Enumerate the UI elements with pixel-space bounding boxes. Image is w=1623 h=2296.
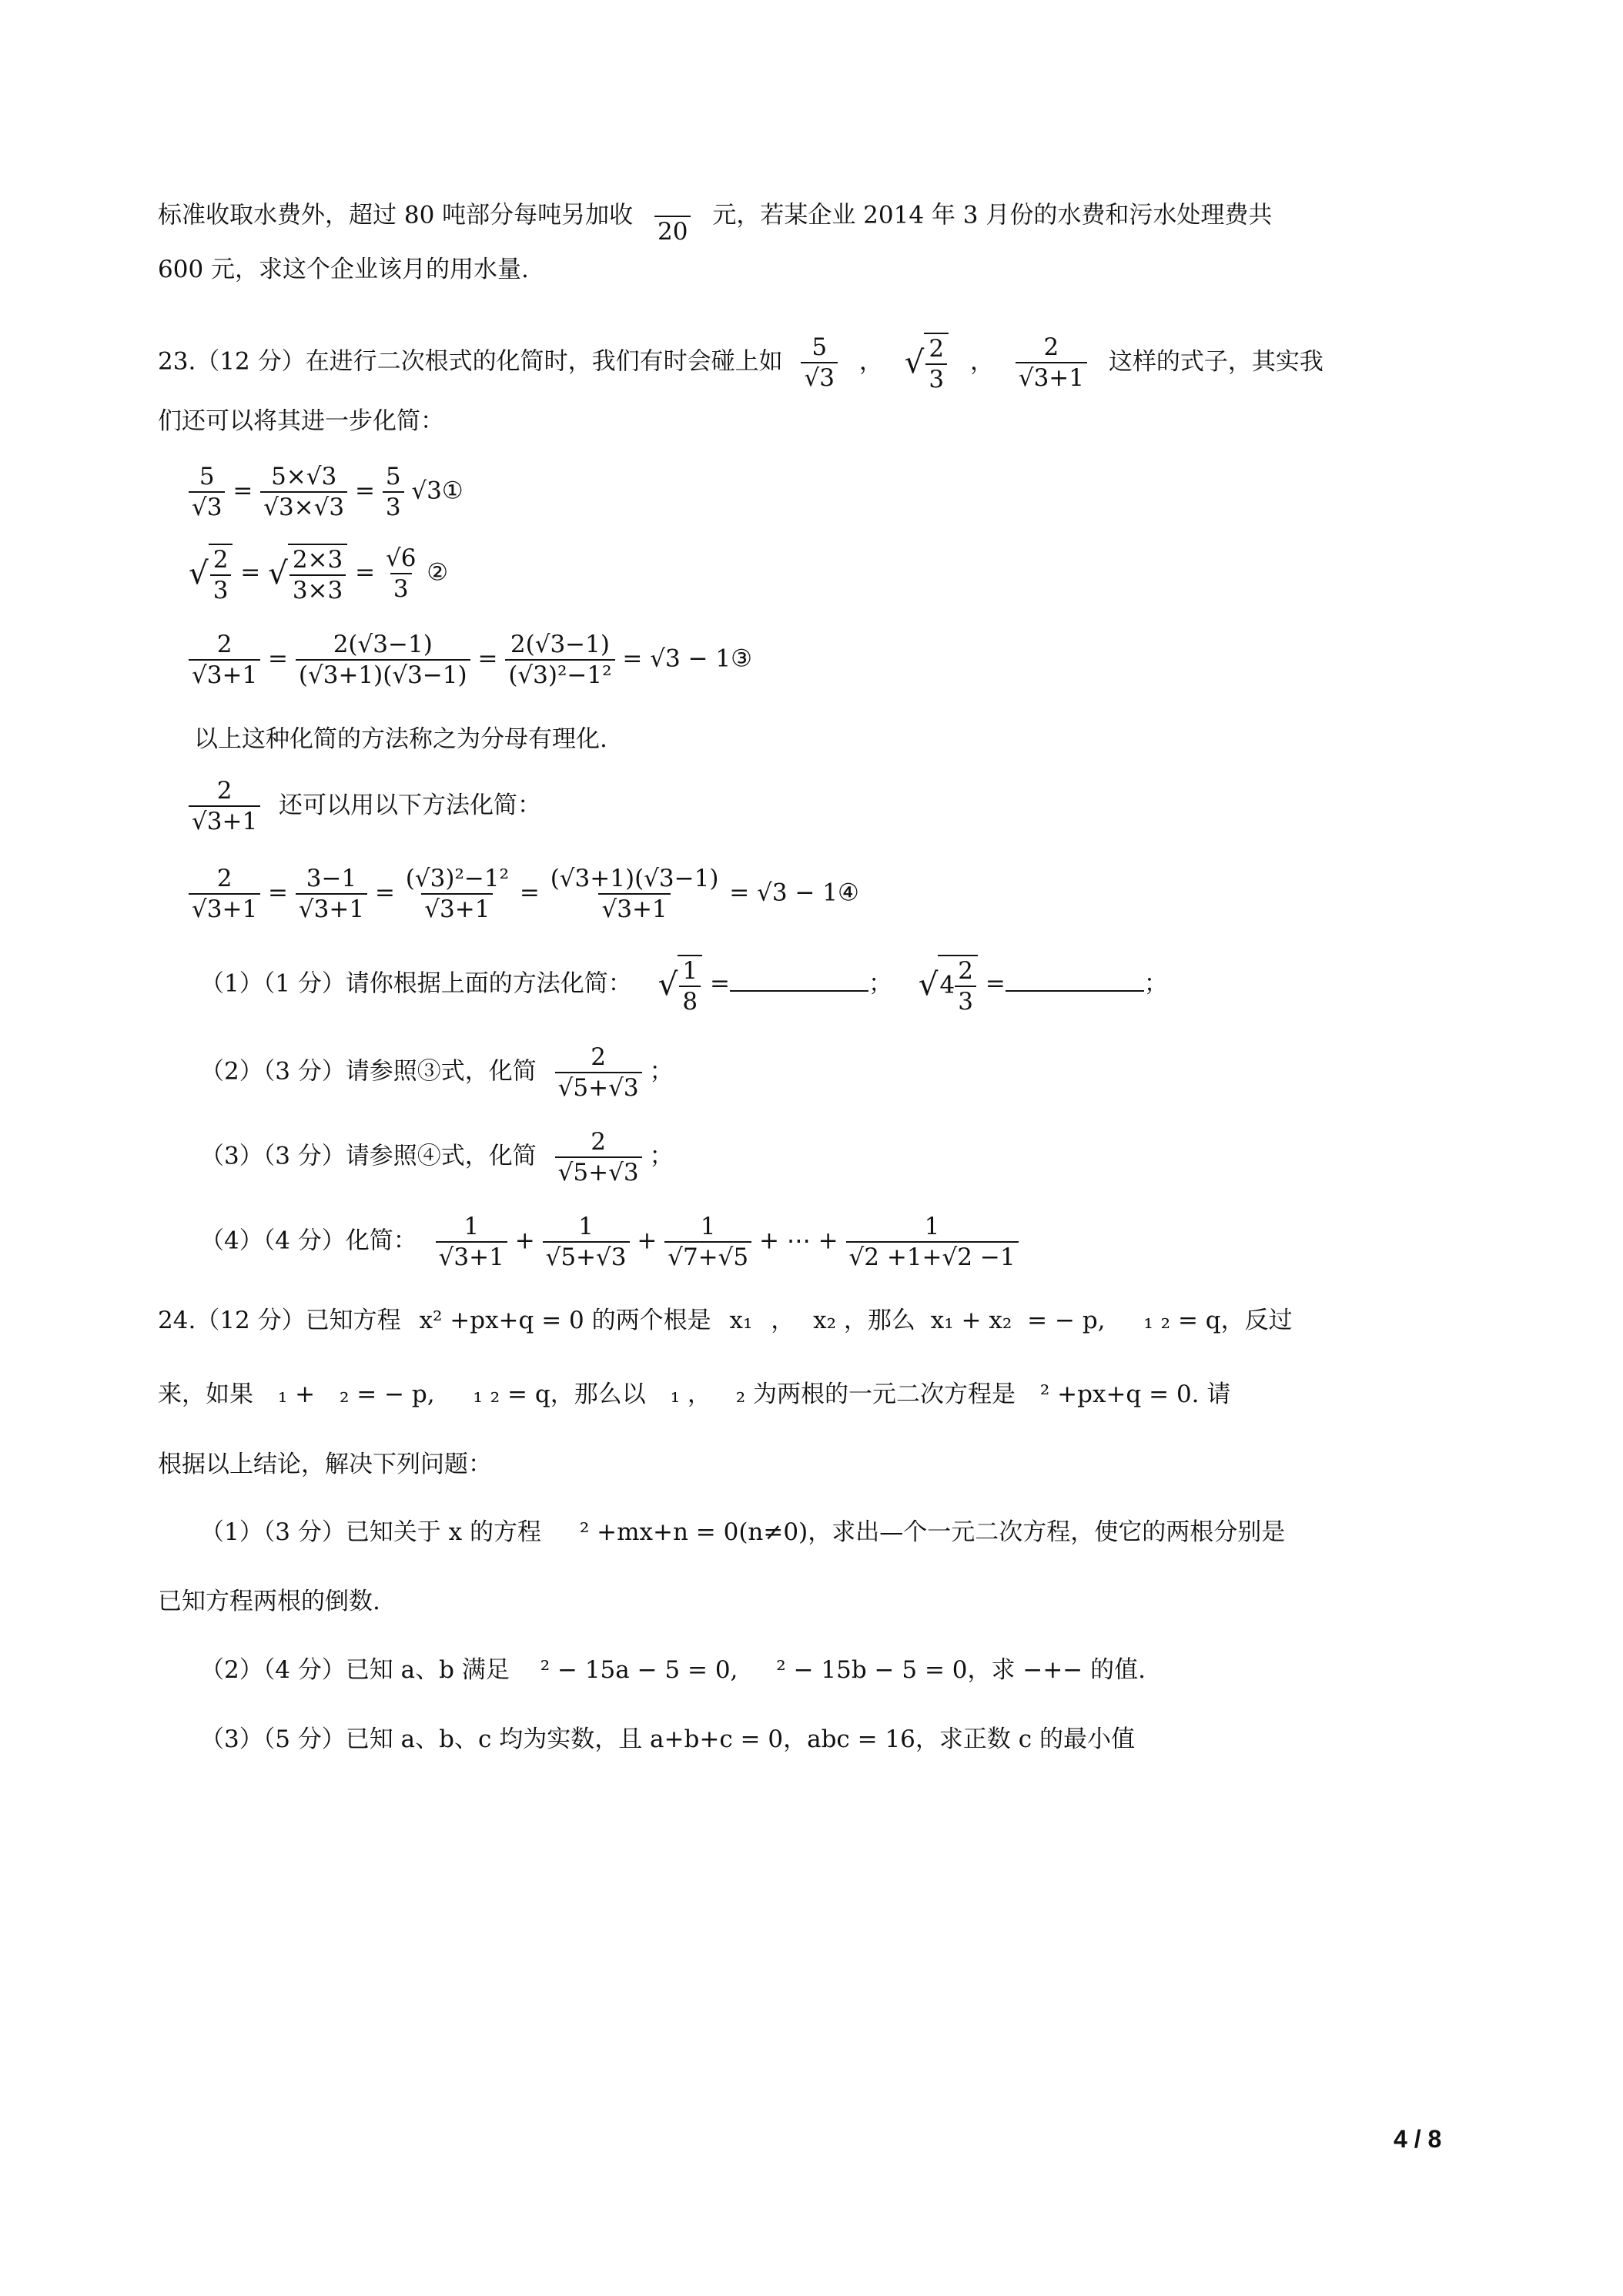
q23-part-3: （3）（3 分）请参照④式，化简 $\frac{2}{√5+√3}$ ； bbox=[200, 1128, 674, 1187]
answer-blank-2[interactable] bbox=[1006, 970, 1144, 992]
q23-part-4: （4）（4 分）化简： $\frac{1}{√3+1}$ + $\frac{1}{√5+√3}$ + $\frac{1}{√7+√5}$ + ⋯ + $\frac{1}{√2 +1+√2 -1}$ bbox=[200, 1213, 1019, 1270]
equation-1: $\frac{5}{√3}$ = $\frac{5\times√3}{√3\times√3}$ = $\frac{5}{3}$ √3① bbox=[189, 464, 463, 520]
q24-line-2: 来，如果 ₁ + ₂ = − p, ₁ ₂ = q，那么以 ₁ ， ₂ 为两根的一元二次方程是 ² +px+q = 0. 请 bbox=[158, 1381, 1231, 1408]
q24-part-3: （3）（5 分）已知 a、b、c 均为实数，且 a+b+c = 0，abc = 16，求正数 c 的最小值 bbox=[200, 1725, 1135, 1753]
q24-part-2: （2）（4 分）已知 a、b 满足 ² − 15a − 5 = 0, ² − 15b − 5 = 0，求 −+− 的值. bbox=[200, 1656, 1146, 1684]
q24-line-1: 24.（12 分）已知方程 x² +px+q = 0 的两个根是 x₁ ， x₂ ，那么 x₁ + x₂ = − p, ₁ ₂ = q，反过 bbox=[158, 1307, 1293, 1334]
example-fraction-3: $\frac{2}{√3+1}$ bbox=[1016, 334, 1087, 391]
equation-2: √ $\frac{2}{3}$ = √ $\frac{2\times 3}{3\times 3}$ = $\frac{√6}{3}$ ② bbox=[189, 544, 449, 605]
q23-intro-text: 23.（12 分）在进行二次根式的化简时，我们有时会碰上如 bbox=[158, 347, 783, 376]
equation-3: $\frac{2}{√3+1}$ = $\frac{2(√3-1)}{(√3+1)(√3-1)}$ = $\frac{2(√3-1)}{\text{(√3)²−1²}}$ = √3 − 1③ bbox=[189, 631, 752, 688]
q23-intro-line-1 bbox=[158, 333, 1323, 393]
alt-method-line: $\frac{2}{√3+1}$ 还可以用以下方法化简： bbox=[189, 778, 541, 835]
fraction: 20 bbox=[654, 188, 691, 245]
separator: ， bbox=[969, 347, 994, 376]
prev-problem-line-1 bbox=[158, 188, 1272, 245]
q23-part-1: （1）（1 分）请你根据上面的方法化简： √ $\frac{1}{8}$ = ； √ 4 $\frac{2}{3}$ = ； bbox=[200, 955, 1168, 1015]
q23-part-2: （2）（3 分）请参照③式，化简 $\frac{2}{√5+√3}$ ； bbox=[200, 1043, 674, 1103]
q23-intro-line-2: 们还可以将其进一步化简： bbox=[158, 407, 444, 435]
page-number: 4 / 8 bbox=[1394, 2125, 1442, 2153]
example-fraction-1: $\frac{5}{√3}$ bbox=[801, 334, 837, 391]
q24-part-1-line-1: （1）（3 分）已知关于 x 的方程 ² +mx+n = 0(n≠0)，求出—个一元二次方程，使它的两根分别是 bbox=[200, 1518, 1286, 1546]
prev-problem-line-2: 600 元，求这个企业该月的用水量. bbox=[158, 256, 529, 283]
q23-intro-text-b: 这样的式子，其实我 bbox=[1108, 347, 1323, 376]
q24-part-1-line-2: 已知方程两根的倒数. bbox=[158, 1588, 380, 1615]
prev-text-a: 标准收取水费外，超过 80 吨部分每吨另加收 bbox=[158, 201, 634, 229]
separator: ， bbox=[858, 347, 883, 376]
equation-4: $\frac{2}{√3+1}$ = $\frac{3-1}{√3+1}$ = $\frac{\text{(√3)²−1²}}{√3+1}$ = $\frac{(√3+1)(√3-1)}{√3+1}$ = √3 − 1④ bbox=[189, 865, 859, 922]
q23-note: 以上这种化简的方法称之为分母有理化. bbox=[194, 725, 607, 753]
prev-text-b: 元，若某企业 2014 年 3 月份的水费和污水处理费共 bbox=[712, 201, 1273, 229]
q24-line-3: 根据以上结论，解决下列问题： bbox=[158, 1451, 492, 1478]
answer-blank-1[interactable] bbox=[730, 970, 868, 992]
example-radical-2: √ $\frac{2}{3}$ bbox=[905, 333, 949, 393]
